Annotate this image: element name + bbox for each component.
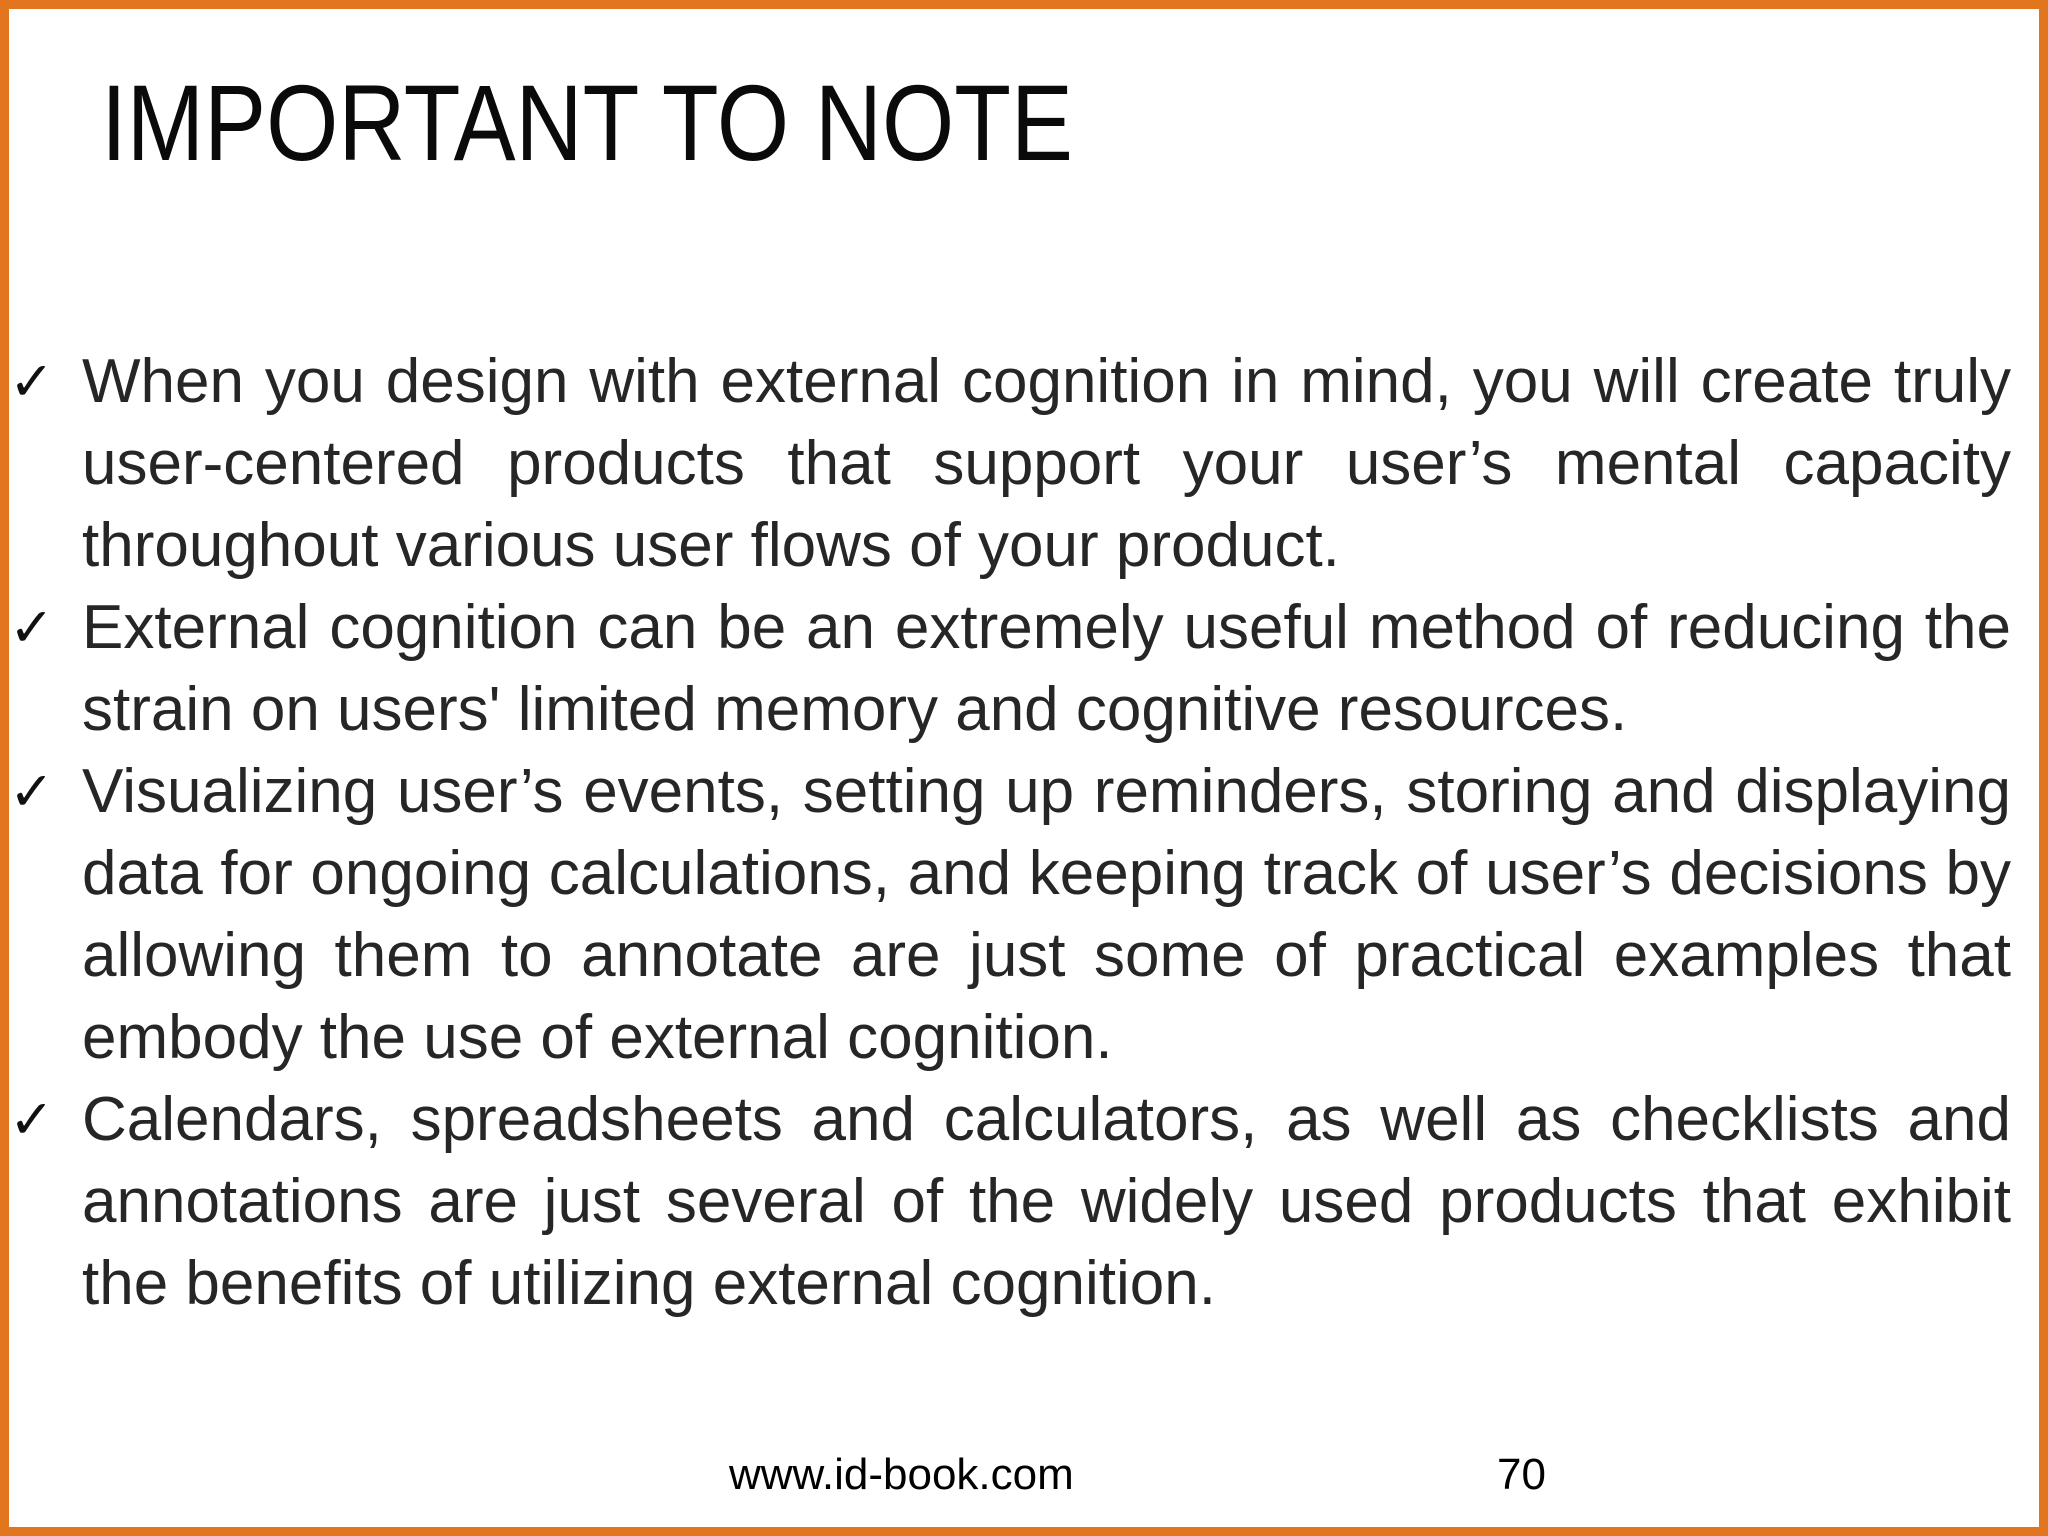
bullet-item: [9, 341, 2011, 587]
page-number: 70: [1497, 1450, 1546, 1499]
bullet-text: When you design with external cognition in mind, you will create truly user-centered products that support your user’s mental capacity throughout various user flows of your product.: [82, 347, 2011, 580]
check-mark-icon: ✓: [9, 1088, 55, 1151]
bullet-text: Visualizing user’s events, setting up reminders, storing and displaying data for ongoing calculations, and keeping track of user’s decisions by allowing them to annotate are just some of practical examples that embody the use of external cognition.: [82, 757, 2011, 1072]
footer-url: www.id-book.com: [729, 1450, 1074, 1499]
bullet-list: [9, 341, 2011, 1325]
check-mark-icon: ✓: [9, 760, 55, 823]
bullet-text: External cognition can be an extremely useful method of reducing the strain on users' limited memory and cognitive resources.: [82, 593, 2011, 744]
check-mark-icon: ✓: [9, 596, 55, 659]
check-mark-icon: ✓: [9, 350, 55, 413]
slide-title: IMPORTANT TO NOTE: [101, 62, 1073, 183]
bullet-text: Calendars, spreadsheets and calculators, as well as checklists and annotations are just several of the widely used products that exhibit the benefits of utilizing external cognition.: [82, 1085, 2011, 1318]
bullet-item: [9, 751, 2011, 1079]
bullet-item: [9, 587, 2011, 751]
bullet-item: [9, 1079, 2011, 1325]
